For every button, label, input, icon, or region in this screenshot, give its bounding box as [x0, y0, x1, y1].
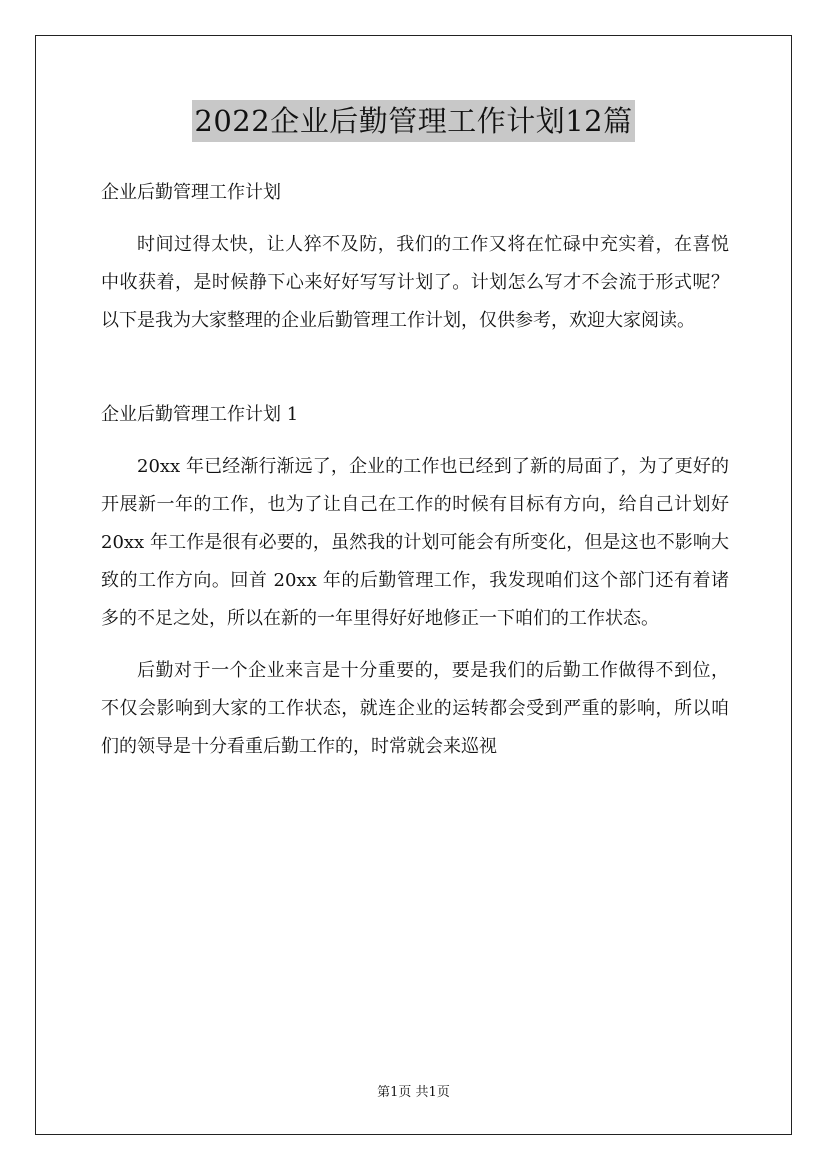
section-paragraph: 后勤对于一个企业来言是十分重要的，要是我们的后勤工作做得不到位，不仅会影响到大家的工作状态，就连企业的运转都会受到严重的影响，所以咱们的领导是十分看重后勤工作的，时常就会来巡视 — [101, 660, 729, 757]
intro-paragraph: 时间过得太快，让人猝不及防，我们的工作又将在忙碌中充实着，在喜悦中收获着，是时候静下心来好好写写计划了。计划怎么写才不会流于形式呢？以下是我为大家整理的企业后勤管理工作计划，仅供参考，欢迎大家阅读。 — [101, 234, 729, 331]
title-container — [0, 100, 827, 142]
document-body — [101, 174, 729, 766]
intro-heading: 企业后勤管理工作计划 — [101, 182, 281, 203]
section-heading: 企业后勤管理工作计划 1 — [101, 404, 299, 425]
page-number-footer: 第1页 共1页 — [377, 1085, 450, 1100]
document-title: 2022企业后勤管理工作计划12篇 — [192, 100, 634, 142]
section-paragraph: 20xx 年已经渐行渐远了，企业的工作也已经到了新的局面了，为了更好的开展新一年的工作，也为了让自己在工作的时候有目标有方向，给自己计划好 20xx 年工作是很有必要的，虽然我的计划可能会有所变化，但是这也不影响大致的工作方向。回首 20xx 年的后勤管理工作，我发现咱们这个部门还有着诸多的不足之处，所以在新的一年里得好好地修正一下咱们的工作状态。 — [101, 456, 729, 629]
